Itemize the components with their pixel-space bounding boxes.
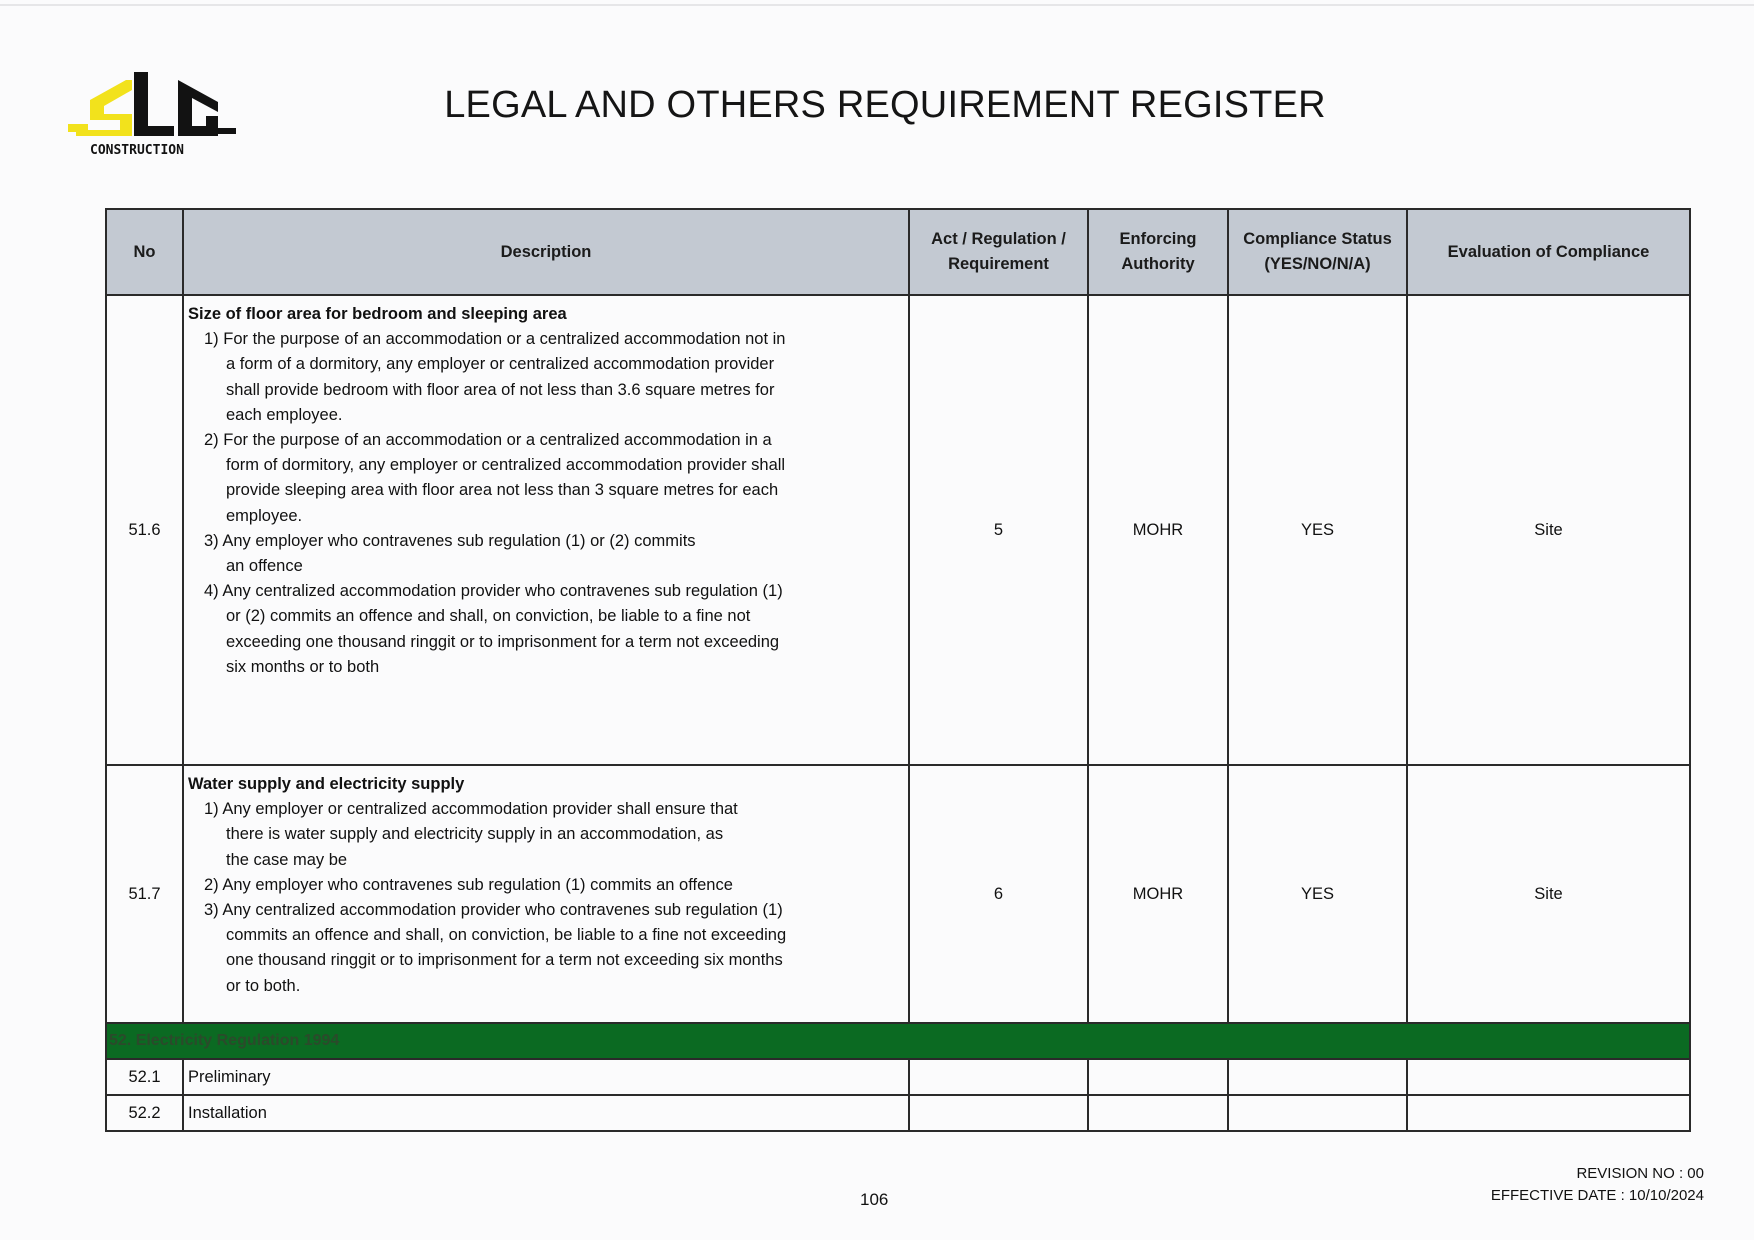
col-header-evaluation: Evaluation of Compliance — [1407, 209, 1690, 295]
table-row — [106, 1095, 1690, 1131]
effective-date: EFFECTIVE DATE : 10/10/2024 — [1490, 1187, 1704, 1204]
row-item: 4) Any centralized accommodation provider who contravenes sub regulation (1) or (2) commits an offence and shall, on conviction, be liable to a fine not exceeding one thousand ringgit or to imprisonment for a term not exceeding six months or to both — [204, 582, 783, 676]
logo-subtext: CONSTRUCTION — [90, 143, 184, 158]
revision-block — [1491, 1163, 1704, 1207]
row-evaluation: Site — [1407, 295, 1690, 765]
row-item: 3) Any employer who contravenes sub regulation (1) or (2) commits an offence — [204, 531, 696, 576]
table-header-row — [106, 209, 1690, 295]
row-item: 1) For the purpose of an accommodation or a centralized accommodation not in a form of a dormitory, any employer or centralized accommodation provider shall provide bedroom with floor area of not less than 3.6 square metres for each employee. — [204, 330, 786, 424]
page-top-rule — [0, 4, 1754, 6]
row-number: 51.7 — [106, 765, 183, 1023]
table-row — [106, 295, 1690, 765]
logo-mark-icon — [68, 72, 236, 136]
row-authority: MOHR — [1088, 295, 1228, 765]
company-logo — [68, 72, 243, 167]
row-item: 3) Any centralized accommodation provider who contravenes sub regulation (1) commits an offence and shall, on conviction, be liable to a fine not exceeding one thousand ringgit or to imprisonment for a term not exceeding six months or to both. — [204, 901, 787, 995]
row-act — [909, 1095, 1088, 1131]
row-item: 2) For the purpose of an accommodation or a centralized accommodation in a form of dormitory, any employer or centralized accommodation provider shall provide sleeping area with floor area not less than 3 square metres for each employee. — [204, 431, 786, 525]
row-evaluation: Site — [1407, 765, 1690, 1023]
table-row — [106, 765, 1690, 1023]
row-number: 51.6 — [106, 295, 183, 765]
section-header-row — [106, 1023, 1690, 1059]
col-header-act: Act / Regulation / Requirement — [909, 209, 1088, 295]
col-header-enforcing-authority: Enforcing Authority — [1088, 209, 1228, 295]
row-act: 5 — [909, 295, 1088, 765]
row-status: YES — [1228, 765, 1407, 1023]
row-evaluation — [1407, 1095, 1690, 1131]
row-status: YES — [1228, 295, 1407, 765]
col-header-description: Description — [183, 209, 909, 295]
row-description — [183, 765, 909, 1023]
table-row — [106, 1059, 1690, 1095]
row-heading: Water supply and electricity supply — [188, 775, 465, 793]
section-title: 52. Electricity Regulation 1994 — [106, 1023, 1690, 1059]
row-number: 52.2 — [106, 1095, 183, 1131]
row-status — [1228, 1059, 1407, 1095]
row-authority — [1088, 1059, 1228, 1095]
row-description: Installation — [183, 1095, 909, 1131]
page-title: LEGAL AND OTHERS REQUIREMENT REGISTER — [444, 84, 1326, 126]
row-authority: MOHR — [1088, 765, 1228, 1023]
col-header-no: No — [106, 209, 183, 295]
row-number: 52.1 — [106, 1059, 183, 1095]
row-description: Preliminary — [183, 1059, 909, 1095]
col-header-compliance-status: Compliance Status (YES/NO/N/A) — [1228, 209, 1407, 295]
row-description — [183, 295, 909, 765]
requirement-register-table — [105, 208, 1691, 1132]
row-act — [909, 1059, 1088, 1095]
row-item: 2) Any employer who contravenes sub regulation (1) commits an offence — [204, 875, 733, 894]
revision-number: REVISION NO : 00 — [1576, 1165, 1704, 1182]
row-item: 1) Any employer or centralized accommodation provider shall ensure that there is water supply and electricity supply in an accommodation, as the case may be — [204, 800, 738, 869]
page-number: 106 — [860, 1190, 889, 1209]
row-authority — [1088, 1095, 1228, 1131]
row-status — [1228, 1095, 1407, 1131]
row-evaluation — [1407, 1059, 1690, 1095]
row-heading: Size of floor area for bedroom and sleeping area — [188, 305, 567, 323]
row-act: 6 — [909, 765, 1088, 1023]
